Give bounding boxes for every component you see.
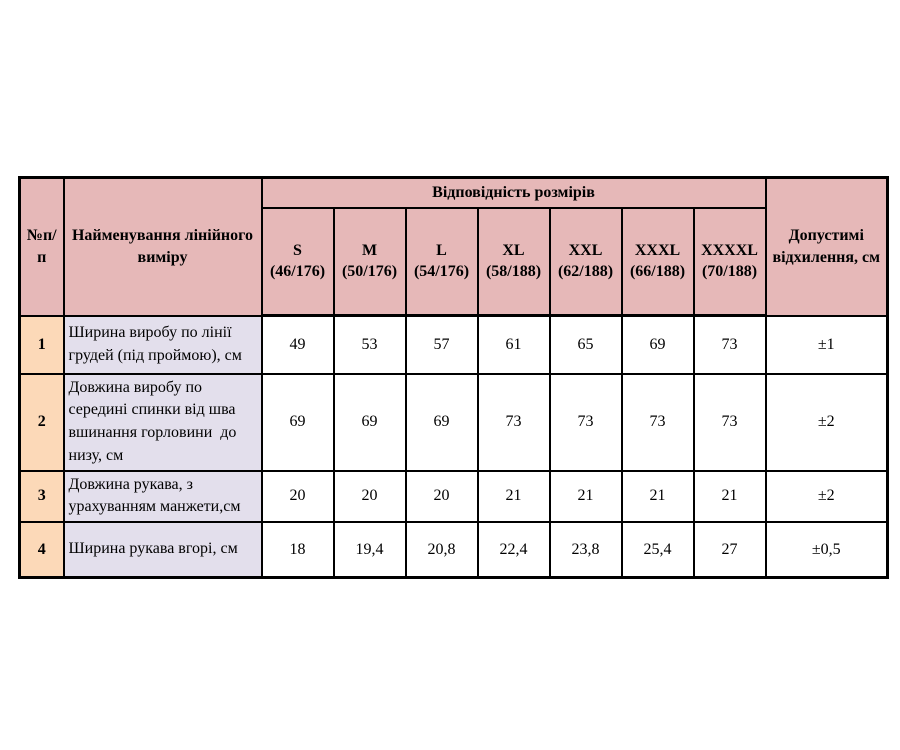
header-size-s — [262, 208, 334, 316]
header-size-m — [334, 208, 406, 316]
row-number-cell: 2 — [20, 374, 64, 471]
header-tolerance: Допустимі відхилення, см — [766, 178, 888, 316]
value-cell: 20 — [262, 471, 334, 522]
measurement-name-cell: Довжина виробу по середині спинки від шва вшинання горловини до низу, см — [64, 374, 262, 471]
tolerance-cell: ±2 — [766, 374, 888, 471]
size-label: XXL — [568, 241, 603, 259]
value-cell: 73 — [478, 374, 550, 471]
value-cell: 57 — [406, 316, 478, 374]
row-number-cell: 1 — [20, 316, 64, 374]
value-cell: 27 — [694, 522, 766, 578]
tolerance-cell: ±0,5 — [766, 522, 888, 578]
value-cell: 20,8 — [406, 522, 478, 578]
row-number-cell: 4 — [20, 522, 64, 578]
size-label: S — [293, 241, 302, 259]
value-cell: 69 — [262, 374, 334, 471]
size-sub: (46/176) — [269, 263, 326, 281]
value-cell: 49 — [262, 316, 334, 374]
measurement-name-cell: Ширина рукава вгорі, см — [64, 522, 262, 578]
value-cell: 21 — [694, 471, 766, 522]
size-label: XL — [502, 241, 525, 259]
header-measurement-name: Найменування лінійного виміру — [64, 178, 262, 316]
size-chart-table — [18, 176, 889, 579]
table-row — [20, 374, 888, 471]
size-label: XXXXL — [701, 241, 758, 259]
header-size-xl — [478, 208, 550, 316]
size-sub: (58/188) — [485, 263, 542, 281]
value-cell: 73 — [694, 374, 766, 471]
value-cell: 73 — [694, 316, 766, 374]
value-cell: 73 — [550, 374, 622, 471]
size-label: M — [361, 241, 378, 259]
value-cell: 20 — [334, 471, 406, 522]
value-cell: 21 — [478, 471, 550, 522]
value-cell: 53 — [334, 316, 406, 374]
measurement-name-cell: Ширина виробу по лінії грудей (під проймою), см — [64, 316, 262, 374]
header-size-xxxl — [622, 208, 694, 316]
table-row — [20, 316, 888, 374]
value-cell: 19,4 — [334, 522, 406, 578]
table-row — [20, 471, 888, 522]
size-sub: (54/176) — [413, 263, 470, 281]
header-size-correspondence: Відповідність розмірів — [262, 178, 766, 208]
value-cell: 21 — [622, 471, 694, 522]
value-cell: 22,4 — [478, 522, 550, 578]
header-size-xxl — [550, 208, 622, 316]
row-number-cell: 3 — [20, 471, 64, 522]
size-sub: (50/176) — [341, 263, 398, 281]
tolerance-cell: ±2 — [766, 471, 888, 522]
value-cell: 21 — [550, 471, 622, 522]
value-cell: 20 — [406, 471, 478, 522]
size-label: XXXL — [634, 241, 681, 259]
value-cell: 69 — [334, 374, 406, 471]
size-sub: (62/188) — [557, 263, 614, 281]
header-size-l — [406, 208, 478, 316]
value-cell: 73 — [622, 374, 694, 471]
table-row — [20, 522, 888, 578]
value-cell: 69 — [406, 374, 478, 471]
header-size-xxxxl — [694, 208, 766, 316]
value-cell: 65 — [550, 316, 622, 374]
value-cell: 61 — [478, 316, 550, 374]
header-row-top — [20, 178, 888, 208]
header-row-number-line2: п — [37, 248, 47, 266]
size-sub: (70/188) — [701, 263, 758, 281]
header-row-number-line1: №п/ — [26, 227, 57, 245]
size-label: L — [436, 241, 447, 259]
value-cell: 25,4 — [622, 522, 694, 578]
size-chart-container — [18, 176, 889, 579]
size-sub: (66/188) — [629, 263, 686, 281]
value-cell: 23,8 — [550, 522, 622, 578]
value-cell: 69 — [622, 316, 694, 374]
measurement-name-cell: Довжина рукава, з урахуванням манжети,см — [64, 471, 262, 522]
value-cell: 18 — [262, 522, 334, 578]
tolerance-cell: ±1 — [766, 316, 888, 374]
header-row-number — [20, 178, 64, 316]
